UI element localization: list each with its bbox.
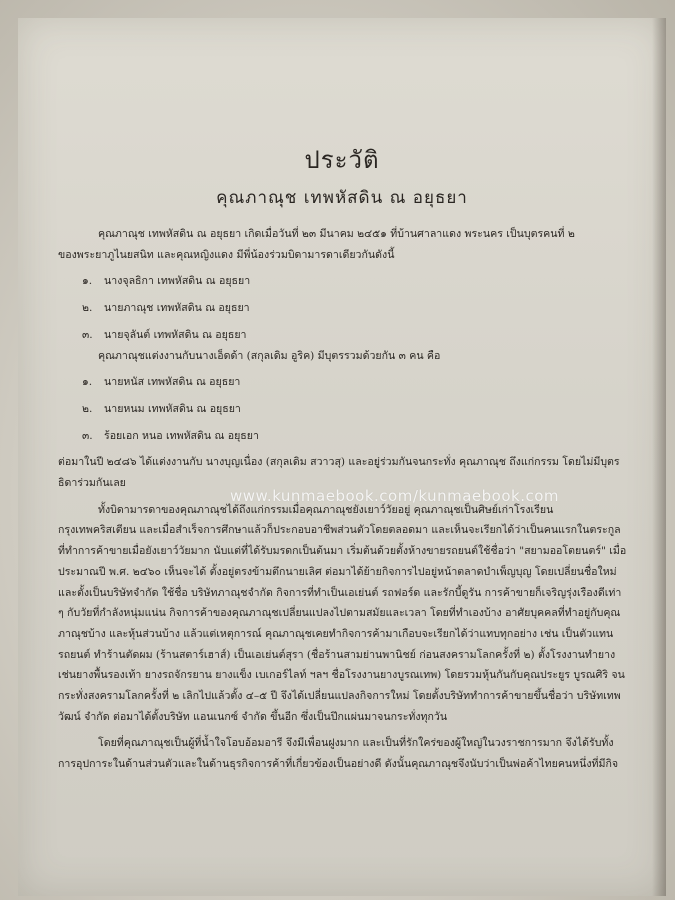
watermark-text: www.kunmaebook.com/kunmaebook.com	[230, 487, 560, 505]
page-title: ประวัติ	[304, 146, 380, 174]
intro-line-1: คุณภาณุช เทพหัสดิน ณ อยุธยา เกิดเมื่อวันที่ ๒๓ มีนาคม ๒๔๕๑ ที่บ้านศาลาแดง พระนคร เป็นบุตรคนที่ ๒	[98, 228, 575, 240]
marriage-line: คุณภาณุชแต่งงานกับนางเอ็ดด้า (สกุลเดิม อูริค) มีบุตรรวมด้วยกัน ๓ คน คือ	[98, 349, 441, 362]
child-item: ๓. ร้อยเอก หนอ เทพหัสดิน ณ อยุธยา	[82, 429, 259, 442]
paragraph-business: ทั้งบิดามารดาของคุณภาณุชได้ถึงแก่กรรมเมื่อคุณภาณุชยังเยาว์วัยอยู่ คุณภาณุชเป็นศิษย์เก่าโรงเรียนกรุงเทพคริสเตียน และเมื่อสำเร็จการศึกษาแล้วก็ประกอบอาชีพส่วนตัวโดยตลอดมา และเห็นจะเรียกได้ว่าเป็นคนแรกในตระกูลที่ทำการค้าขายเมื่อยังเยาว์วัยมาก นับแต่ที่ได้รับมรดกเป็นต้นมา เริ่มต้นด้วยตั้งห้างขายรถยนต์ใช้ชื่อว่า "สยามออโตยนตร์" เมื่อประมาณปี พ.ศ. ๒๔๖๐ เห็นจะได้ ตั้งอยู่ตรงข้ามตึกนายเลิศ ต่อมาได้ย้ายกิจการไปอยู่หน้าตลาดบำเพ็ญบุญ โดยเปลี่ยนชื่อใหม่และตั้งเป็นบริษัทจำกัด ใช้ชื่อ บริษัทภาณุชจำกัด กิจการที่ทำเป็นเอเย่นต์ รถฟอร์ด และรักบี้ดูรัน การค้าขายก็เจริญรุ่งเรืองดีเท่า ๆ กับวัยที่กำลังหนุ่มแน่น กิจการค้าของคุณภาณุชเปลี่ยนแปลงไปตามสมัยและเวลา โดยที่ทำเองบ้าง อาศัยบุคคลที่ทำอยู่กับคุณภาณุชบ้าง และหุ้นส่วนบ้าง แล้วแต่เหตุการณ์ คุณภาณุชเคยทำกิจการค้ามาเกือบจะเรียกได้ว่าแทบทุกอย่าง เช่น เป็นตัวแทนรถยนต์ ทำร้านตัดผม (ร้านสตาร์เฮาส์) เป็นเอเย่นต์สุรา (ชื่อร้านสามย่านพานิชย์ ก่อนสงครามโลกครั้งที่ ๒) ตั้งโรงงานทำยาง เช่นยางพื้นรองเท้า ยางรถจักรยาน ยางแข็ง เบเกอร์ไลท์ ฯลฯ ชื่อโรงงานยางบูรณเทพ) โดยรวมหุ้นกันกับคุณประยูร บูรณศิริ จนกระทั่งสงครามโลกครั้งที่ ๒ เลิกไปแล้วตั้ง ๔–๕ ปี จึงได้เปลี่ยนแปลงกิจการใหม่ โดยตั้งบริษัททำการค้าขายขึ้นชื่อว่า บริษัทเทพวัฒน์ จำกัด ต่อมาได้ตั้งบริษัท แอนเนกซ์ จำกัด ขึ้นอีก ซึ่งเป็นปึกแผ่นมาจนกระทั่งทุกวัน	[58, 503, 627, 723]
page-subtitle: คุณภาณุช เทพหัสดิน ณ อยุธยา	[216, 188, 468, 208]
document-page	[18, 18, 666, 896]
paragraph-remarriage: ต่อมาในปี ๒๔๘๖ ได้แต่งงานกับ นางบุญเนื่อง (สกุลเดิม สวาวสุ) และอยู่ร่วมกันจนกระทั่ง คุณภาณุช ถึงแก่กรรม โดยไม่มีบุตรธิดาร่วมกันเลย	[58, 456, 620, 490]
paragraph-final: โดยที่คุณภาณุชเป็นผู้ที่น้ำใจโอบอ้อมอารี จึงมีเพื่อนฝูงมาก และเป็นที่รักใคร่ของผู้ใหญ่ในวงราชการมาก จึงได้รับทั้งการอุปการะในด้านส่วนตัวและในด้านธุรกิจการค้าที่เกี่ยวข้องเป็นอย่างดี ดังนั้นคุณภาณุชจึงนับว่าเป็นพ่อค้าไทยคนหนึ่งที่มีกิจ	[58, 737, 619, 771]
sibling-item: ๓. นายจุลันต์ เทพหัสดิน ณ อยุธยา	[82, 328, 247, 341]
child-item: ๑. นายหนัส เทพหัสดิน ณ อยุธยา	[82, 376, 241, 389]
sibling-item: ๑. นางจุลธิกา เทพหัสดิน ณ อยุธยา	[82, 275, 251, 288]
child-item: ๒. นายหนม เทพหัสดิน ณ อยุธยา	[82, 402, 241, 415]
intro-line-2: ของพระยาภูไนยสนิท และคุณหญิงแดง มีพี่น้องร่วมบิดามารดาเดียวกันดังนี้	[58, 248, 395, 261]
sibling-item: ๒. นายภาณุช เทพหัสดิน ณ อยุธยา	[82, 302, 250, 315]
